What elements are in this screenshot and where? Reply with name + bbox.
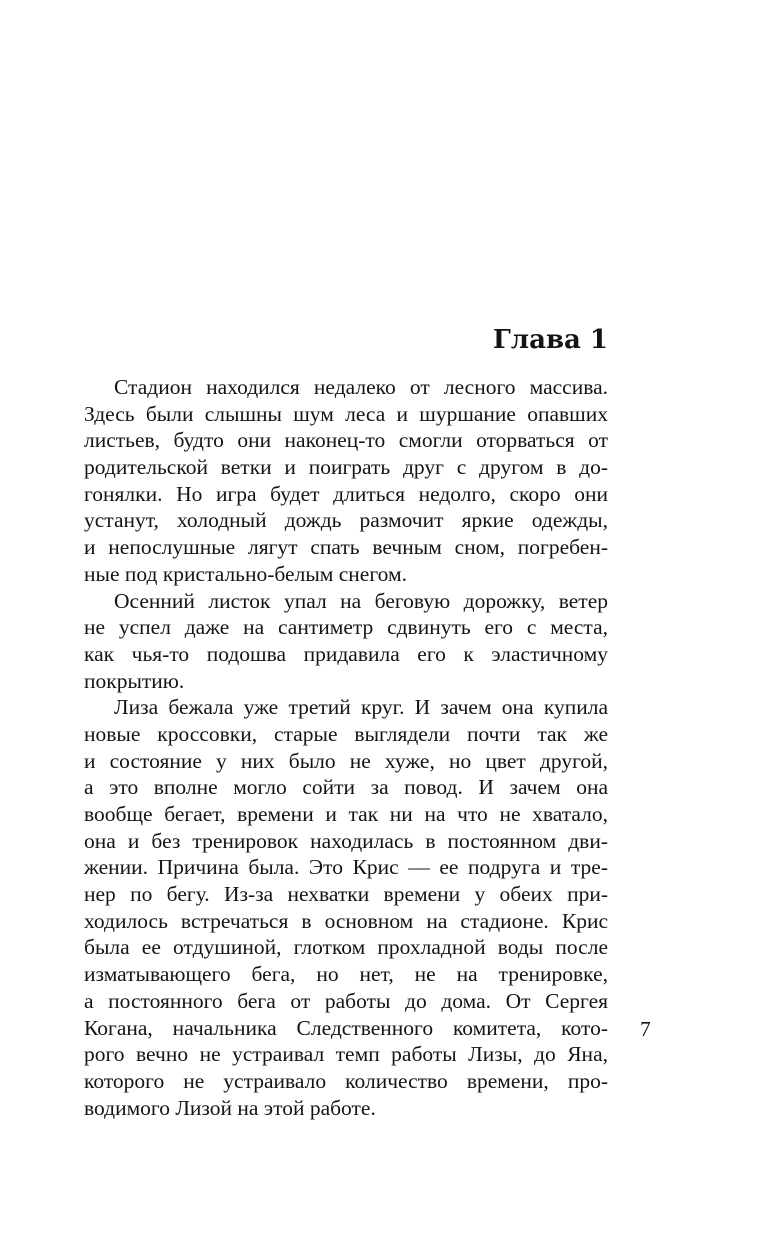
text-line: жении. Причина была. Это Крис — ее подруга и тре- — [84, 855, 608, 880]
text-line: которого не устраивало количество времени, про- — [84, 1068, 608, 1093]
text-line: Осенний листок упал на беговую дорожку, ветер — [114, 588, 608, 613]
text-line: Стадион находился недалеко от лесного массива. — [114, 375, 608, 399]
text-line: рого вечно не устраивал темп работы Лизы, до Яна, — [84, 1042, 608, 1067]
text-line: водимого Лизой на этой работе. — [84, 1095, 376, 1120]
text-line: ходилось встречаться в основном на стадионе. Крис — [84, 908, 608, 933]
paragraph-2 — [84, 588, 608, 695]
text-line: Лиза бежала уже третий круг. И зачем она купила — [114, 695, 608, 720]
text-line: как чья-то подошва придавила его к эластичному — [84, 641, 608, 666]
body-text — [84, 374, 608, 1121]
chapter-title: Глава 1 — [492, 325, 608, 355]
text-line: а это вполне могло сойти за повод. И зачем она — [84, 775, 608, 800]
text-line: родительской ветки и поиграть друг с другом в до- — [84, 455, 608, 480]
text-line: новые кроссовки, старые выглядели почти так же — [84, 721, 608, 746]
text-line: Когана, начальника Следственного комитета, кото- — [84, 1015, 608, 1040]
text-line: Здесь были слышны шум леса и шуршание опавших — [84, 401, 608, 426]
text-line: не успел даже на сантиметр сдвинуть его с места, — [84, 615, 608, 640]
text-line: а постоянного бега от работы до дома. От Сергея — [84, 988, 608, 1013]
text-line: покрытию. — [84, 668, 185, 693]
text-line: вообще бегает, времени и так ни на что не хватало, — [84, 802, 608, 826]
page-number: 7 — [640, 1017, 651, 1041]
text-line: устанут, холодный дождь размочит яркие одежды, — [84, 508, 608, 533]
text-line: и непослушные лягут спать вечным сном, погребен- — [84, 535, 608, 560]
text-line: листьев, будто они наконец-то смогли оторваться от — [84, 428, 608, 453]
paragraph-1 — [84, 374, 608, 588]
paragraph-3 — [84, 694, 608, 1121]
text-line: и состояние у них было не хуже, но цвет другой, — [84, 748, 608, 773]
text-line: она и без тренировок находилась в постоянном дви- — [84, 828, 608, 853]
text-line: была ее отдушиной, глотком прохладной воды после — [84, 935, 608, 960]
text-line: гонялки. Но игра будет длиться недолго, скоро они — [84, 481, 608, 506]
text-line: ные под кристально-белым снегом. — [84, 561, 407, 586]
text-line: нер по бегу. Из-за нехватки времени у обеих при- — [84, 882, 608, 907]
text-line: изматывающего бега, но нет, не на тренировке, — [84, 962, 608, 987]
